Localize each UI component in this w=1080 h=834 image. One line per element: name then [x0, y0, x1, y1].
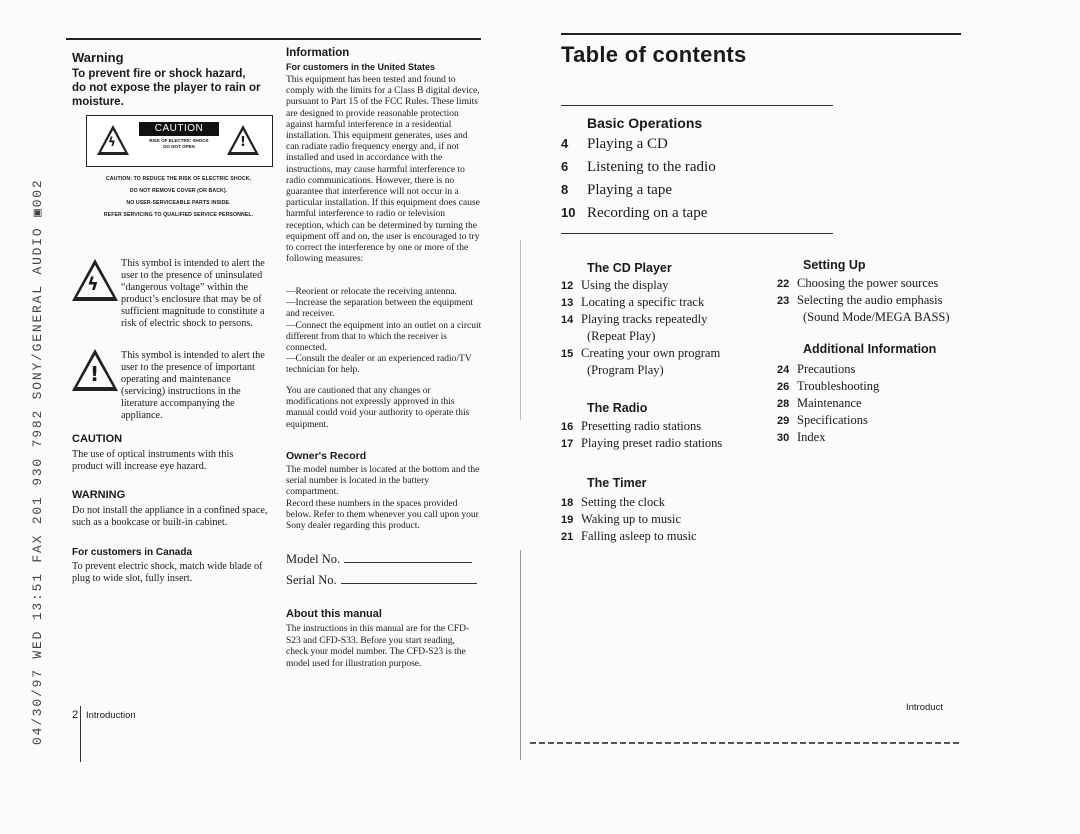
toc-entry-label: Maintenance — [797, 396, 862, 410]
model-no-field — [286, 552, 472, 567]
toc-page-number: 16 — [561, 421, 574, 433]
canada-text: To prevent electric shock, match wide blade of plug to wide slot, fully insert. — [72, 561, 263, 584]
toc-entry-label: Falling asleep to music — [581, 529, 697, 543]
caution-line-1: CAUTION: TO REDUCE THE RISK OF ELECTRIC SHOCK, — [105, 176, 252, 182]
toc-page-number: 23 — [777, 295, 790, 307]
warning2-text: Do not install the appliance in a confined space, such as a bookcase or built-in cabinet. — [72, 505, 268, 528]
toc-page-number: 29 — [777, 415, 790, 427]
serial-no-field — [286, 573, 477, 588]
setting-up-heading: Setting Up — [803, 258, 866, 272]
radio-heading: The Radio — [587, 401, 648, 415]
toc-entry-label: Presetting radio stations — [581, 419, 702, 433]
toc-page-number: 22 — [777, 278, 790, 290]
toc-page-number: 18 — [561, 497, 574, 509]
toc-page-number: 24 — [777, 364, 790, 376]
caution-heading: CAUTION — [72, 433, 123, 445]
fax-header — [30, 55, 50, 745]
toc-entry-label: Locating a specific track — [581, 295, 705, 309]
timer-heading: The Timer — [587, 476, 647, 490]
measure-4: —Consult the dealer or an experienced radio/TV technician for help. — [286, 354, 472, 376]
toc-entry-label: Troubleshooting — [797, 379, 880, 393]
toc-page-number: 21 — [561, 531, 574, 543]
caution-line-2: DO NOT REMOVE COVER (OR BACK). — [129, 188, 228, 194]
caution-line-3: NO USER-SERVICEABLE PARTS INSIDE. — [126, 200, 231, 206]
toc-page-number: 8 — [561, 182, 569, 197]
fax-header-text: 04/30/97 WED 13:51 FAX 201 930 7982 SONY/GENERAL AUDIO ▣002 — [30, 178, 45, 745]
toc-entry[interactable] — [561, 136, 668, 153]
toc-entry[interactable] — [777, 276, 938, 291]
toc-entry-label: Playing a CD — [587, 136, 668, 152]
caution-label-box: ϟ CAUTION RISK OF ELECTRIC SHOCK DO NOT OPEN ! — [86, 115, 273, 167]
toc-entry-label: Specifications — [797, 413, 868, 427]
canada-heading: For customers in Canada — [72, 547, 193, 558]
toc-entry[interactable] — [561, 182, 672, 199]
additional-info-heading: Additional Information — [803, 342, 937, 356]
warning2-heading: WARNING — [72, 489, 126, 501]
toc-page-number: 17 — [561, 438, 574, 450]
toc-entry-label: Setting the clock — [581, 495, 666, 509]
toc-entry[interactable] — [561, 512, 681, 527]
caution-label-title: CAUTION — [139, 122, 219, 136]
caution-label-sub2: DO NOT OPEN — [163, 144, 195, 149]
caution-label-lines — [86, 173, 271, 221]
cd-player-heading: The CD Player — [587, 261, 672, 275]
warning-text: To prevent fire or shock hazard, do not expose the player to rain or moisture. — [72, 68, 261, 108]
toc-entry[interactable] — [561, 436, 722, 451]
toc-entry-label: Waking up to music — [581, 512, 682, 526]
toc-page-number: 4 — [561, 136, 569, 151]
toc-entry-label: Playing tracks repeatedly — [581, 312, 708, 326]
toc-entry-label: Playing preset radio stations — [581, 436, 723, 450]
information-subheading: For customers in the United States — [286, 62, 436, 72]
caution-line-4: REFER SERVICING TO QUALIFIED SERVICE PERSONNEL. — [103, 212, 254, 218]
toc-page-number: 15 — [561, 348, 574, 360]
caution-text: The use of optical instruments with this product will increase eye hazard. — [72, 449, 234, 472]
symbol2-text: This symbol is intended to alert the user to the presence of important operating and maintenance (servicing) instructions in the literature accompanying the appliance. — [121, 350, 265, 421]
basic-operations-heading: Basic Operations — [587, 115, 703, 131]
toc-entry-label: Listening to the radio — [587, 159, 716, 175]
caution-label-sub1: RISK OF ELECTRIC SHOCK — [149, 138, 209, 143]
toc-page-number: 13 — [561, 297, 574, 309]
toc-entry-label: Recording on a tape — [587, 205, 708, 221]
owners-record-heading: Owner's Record — [286, 450, 367, 462]
toc-page-number: 14 — [561, 314, 574, 326]
toc-title: Table of contents — [561, 42, 747, 67]
about-heading: About this manual — [286, 608, 382, 620]
owners-record-text1: The model number is located at the bottom and the serial number is located in the battery compartment. — [286, 465, 480, 498]
toc-entry[interactable] — [561, 295, 704, 310]
toc-entry-label: Creating your own program — [581, 346, 721, 360]
toc-entry-label: Selecting the audio emphasis — [797, 293, 943, 307]
toc-entry[interactable] — [561, 312, 707, 327]
information-heading: Information — [286, 47, 350, 59]
left-top-rule — [66, 38, 481, 40]
toc-entry[interactable] — [561, 278, 669, 293]
left-footer-label: Introduction — [86, 710, 136, 721]
toc-entry[interactable] — [561, 419, 701, 434]
toc-page-number: 6 — [561, 159, 569, 174]
toc-entry[interactable] — [777, 396, 862, 411]
toc-entry[interactable] — [561, 205, 707, 222]
left-page-number: 2 — [72, 709, 79, 721]
toc-page-number: 30 — [777, 432, 790, 444]
owners-record-text2: Record these numbers in the spaces provided below. Refer to them whenever you call upon your Sony dealer regarding this product. — [286, 499, 479, 532]
measure-3: —Connect the equipment into an outlet on a circuit different from that to which the receiver is connected. — [286, 320, 482, 354]
footer-divider — [80, 706, 81, 762]
toc-page-number: 28 — [777, 398, 790, 410]
model-no-label: Model No. — [286, 552, 341, 566]
information-measures — [286, 287, 482, 377]
right-top-rule — [561, 33, 961, 35]
information-text1: This equipment has been tested and found to comply with the limits for a Class B digital device, pursuant to Part 15 of the FCC Rules. These limits are designed to provide reasonable protection against harmful interference in a residential installation. This equipment generates, uses and can radiate radio frequency energy and, if not installed and used in accordance with the instructions, may cause harmful interference to radio communications. However, there is no guarantee that interference will not occur in a particular installation. If this equipment does cause harmful interference to radio or television reception, which can be determined by turning the equipment off and on, the user is encouraged to try to correct the interference by one or more of the following measures: — [286, 75, 480, 265]
toc-entry[interactable] — [777, 379, 879, 394]
warning-heading: Warning — [72, 50, 124, 65]
serial-no-label: Serial No. — [286, 573, 337, 587]
right-footer-label: Introduct — [906, 702, 943, 713]
toc-entry[interactable] — [777, 430, 825, 445]
symbol1-text: This symbol is intended to alert the user to the presence of uninsulated “dangerous voltage” within the product’s enclosure that may be of sufficient magnitude to constitute a risk of electric shock to persons. — [121, 258, 265, 329]
toc-entry[interactable] — [777, 362, 855, 377]
toc-page-number: 10 — [561, 205, 576, 220]
toc-entry-label: Playing a tape — [587, 182, 672, 198]
about-text: The instructions in this manual are for the CFD-S23 and CFD-S33. Before you start reading, check your model number. The CFD-S23 is the model used for illustration purpose. — [286, 624, 470, 669]
toc-entry-sublabel: (Sound Mode/MEGA BASS) — [803, 310, 950, 324]
toc-entry-sublabel: (Program Play) — [587, 363, 664, 377]
information-text2: You are cautioned that any changes or modifications not expressly approved in this manual could void your authority to operate this equipment. — [286, 386, 470, 430]
toc-entry[interactable] — [777, 413, 868, 428]
measure-1: —Reorient or relocate the receiving antenna. — [286, 287, 457, 297]
toc-page-number: 12 — [561, 280, 574, 292]
toc-entry-label: Choosing the power sources — [797, 276, 939, 290]
toc-entry-sublabel: (Repeat Play) — [587, 329, 656, 343]
toc-entry-label: Using the display — [581, 278, 669, 292]
toc-entry[interactable] — [561, 495, 665, 510]
toc-page-number: 26 — [777, 381, 790, 393]
toc-page-number: 19 — [561, 514, 574, 526]
toc-entry-label: Precautions — [797, 362, 856, 376]
measure-2: —Increase the separation between the equipment and receiver. — [286, 298, 474, 320]
toc-entry[interactable] — [777, 293, 942, 308]
toc-entry-label: Index — [797, 430, 826, 444]
toc-entry[interactable] — [561, 529, 697, 544]
toc-entry[interactable] — [561, 159, 716, 176]
toc-entry[interactable] — [561, 346, 720, 361]
